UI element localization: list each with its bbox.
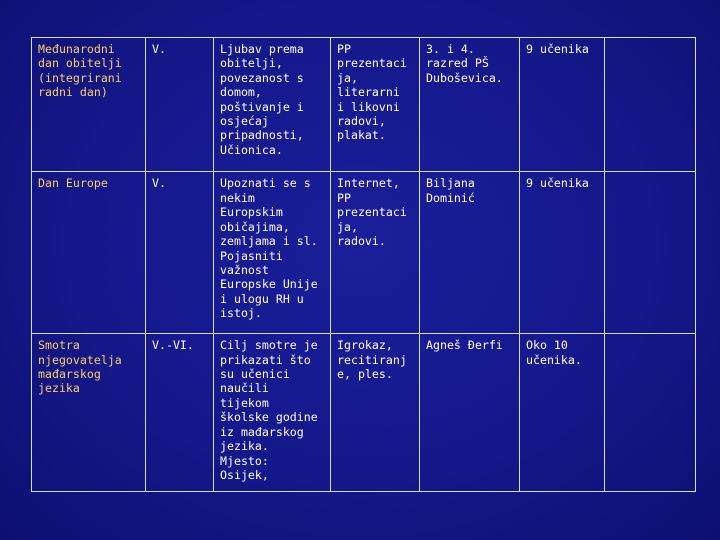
holder-cell: Biljana Dominić — [420, 172, 520, 334]
method-cell: Internet, PP prezentaci ja, radovi. — [331, 172, 420, 334]
month-cell: V. — [146, 172, 214, 334]
goal-cell: Upoznati se s nekim Europskim običajima, zemljama i sl. Pojasniti važnost Europske Unije i ulogu RH u istoj. — [214, 172, 331, 334]
activity-cell: Dan Europe — [32, 172, 146, 334]
method-cell: Igrokaz, recitiranje, ples. — [331, 334, 420, 492]
month-cell: V.-VI. — [146, 334, 214, 492]
participants-cell: 9 učenika — [520, 38, 605, 172]
holder-cell: 3. i 4. razred PŠ Duboševica. — [420, 38, 520, 172]
table-row — [32, 172, 696, 334]
participants-cell: Oko 10 učenika. — [520, 334, 605, 492]
participants-cell: 9 učenika — [520, 172, 605, 334]
month-cell: V. — [146, 38, 214, 172]
goal-cell: Ljubav prema obitelji, povezanost s domom, poštivanje i osjećaj pripadnosti, Učionica. — [214, 38, 331, 172]
empty-cell — [605, 172, 696, 334]
empty-cell — [605, 334, 696, 492]
table-row — [32, 38, 696, 172]
table-row — [32, 334, 696, 492]
empty-cell — [605, 38, 696, 172]
activities-table — [31, 37, 696, 492]
activity-cell: Međunarodni dan obitelji (integrirani radni dan) — [32, 38, 146, 172]
holder-cell: Agneš Đerfi — [420, 334, 520, 492]
method-cell: PP prezentaci ja, literarni i likovni radovi, plakat. — [331, 38, 420, 172]
activity-cell: Smotra njegovatelja mađarskog jezika — [32, 334, 146, 492]
goal-cell: Cilj smotre je prikazati što su učenici naučili tijekom školske godine iz mađarskog jezika. Mjesto: Osijek, — [214, 334, 331, 492]
